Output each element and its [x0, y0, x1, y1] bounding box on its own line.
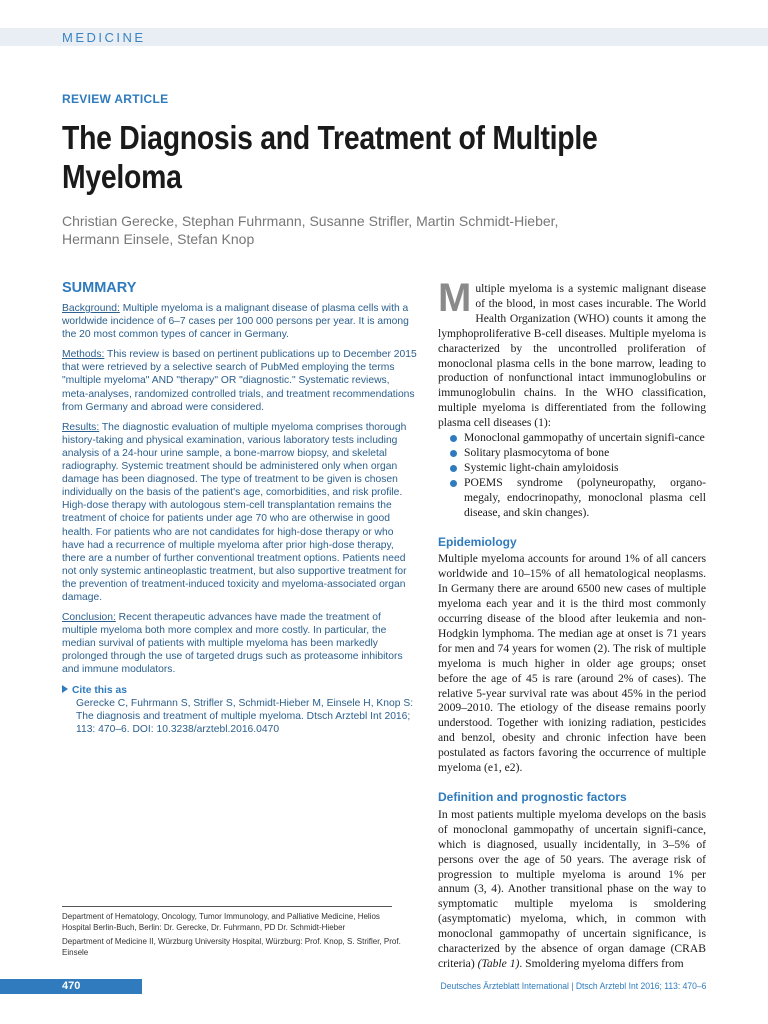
citation-block — [62, 684, 418, 736]
summary-methods — [62, 348, 418, 413]
list-item: Systemic light-chain amyloidosis — [450, 461, 706, 476]
bullet-icon — [450, 435, 457, 442]
methods-label: Methods: — [62, 349, 105, 361]
authors-line-2: Hermann Einsele, Stefan Knop — [62, 231, 255, 247]
table-reference: (Table 1) — [477, 956, 520, 970]
list-item: Monoclonal gammopathy of uncertain signifi-cance — [450, 431, 706, 446]
background-label: Background: — [62, 303, 120, 314]
summary-box — [62, 280, 418, 736]
triangle-right-icon — [62, 685, 68, 693]
author-list — [62, 212, 682, 248]
affiliation-2: Department of Medicine II, Würzburg University Hospital, Würzburg: Prof. Knop, S. Strifler, Prof. Einsele — [62, 937, 401, 957]
results-label: Results: — [62, 421, 100, 433]
definition-heading: Definition and prognostic factors — [438, 790, 627, 804]
section-label: MEDICINE — [62, 30, 146, 45]
summary-results — [62, 421, 418, 604]
affiliation-1: Department of Hematology, Oncology, Tumor Immunology, and Palliative Medicine, Helios Hospital Berlin-Buch, Berlin: Dr. Gerecke, Dr. Fuhrmann, PD Dr. Schmidt-Hieber — [62, 912, 380, 932]
article-title: The Diagnosis and Treatment of Multiple Myeloma — [62, 119, 598, 195]
background-text: Multiple myeloma is a malignant disease of plasma cells with a worldwide incidence of 6–7 cases per 100 000 persons per year. It is among the 20 most common types of cancer in Germany. — [62, 303, 409, 341]
methods-text: This review is based on pertinent publications up to December 2015 that were retrieved by a selective search of PubMed employing the terms "multiple myeloma" AND "therapy" OR "diagnostic." Systematic reviews, meta-analyses, randomized controlled trials, and treatment recommendations from Germany and abroad were considered. — [62, 349, 417, 413]
bullet-icon — [450, 450, 457, 457]
epidemiology-heading: Epidemiology — [438, 534, 517, 549]
citation-heading: Cite this as — [72, 684, 127, 696]
bullet-icon — [450, 465, 457, 472]
conclusion-text: Recent therapeutic advances have made the treatment of multiple myeloma both more complex and more costly. In particular, the median survival of patients with multiple myeloma has been markedly prolonged through the use of targeted drugs such as proteasome inhibitors and immune modulators. — [62, 612, 403, 676]
results-text: The diagnostic evaluation of multiple myeloma comprises thorough history-taking and physical examination, various laboratory tests including analysis of a 24-hour urine sample, a bone-marrow biopsy, and skeletal radiography. Systemic treatment should be administered only when organ damage has been diagnosed. The type of treatment to be given is chosen individually on the basis of the patient's age, comorbidities, and risk profile. High-dose therapy with autologous stem-cell transplantation remains the treatment of choice for patients under age 70 who are otherwise in good health. For patients who are not candidates for high-dose therapy or who have had a recurrence of multiple myeloma after prior high-dose therapy, there are a number of further conventional treatment options. Patients need not only systemic antineoplastic treatment, but also supportive treatment for the prevention of treatment-induced toxicity and myeloma-associated organ damage. — [62, 421, 407, 603]
disease-list — [438, 431, 706, 520]
definition-paragraph: In most patients multiple myeloma develops on the basis of monoclonal gammopathy of uncertain signifi-cance, which is diagnosed, usually incidentally, in 3–5% of persons over the age of 50 years. The average risk of progression to multiple myeloma is around 1% per annum (3, 4). Another transitional phase on the way to symptomatic multiple myeloma is smoldering (asymptomatic) myeloma, which, in common with monoclonal gammopathy of uncertain significance, is characterized by the absence of organ damage (CRAB criteria) (Table 1). Smoldering myeloma differs from — [438, 807, 706, 970]
page-number: 470 — [62, 980, 81, 992]
article-type-label: REVIEW ARTICLE — [62, 92, 169, 106]
drop-cap: M — [438, 276, 472, 320]
summary-conclusion — [62, 611, 418, 676]
bullet-icon — [450, 480, 457, 487]
intro-paragraph — [438, 276, 706, 431]
affiliation-divider — [62, 906, 392, 907]
conclusion-label: Conclusion: — [62, 612, 116, 624]
summary-background — [62, 302, 418, 341]
citation-text: Gerecke C, Fuhrmann S, Strifler S, Schmidt-Hieber M, Einsele H, Knop S: The diagnosis and treatment of multiple myeloma. Dtsch Arztebl Int 2016; 113: 470–6. DOI: 10.3238/arztebl.2016.0470 — [76, 697, 414, 735]
authors-line-1: Christian Gerecke, Stephan Fuhrmann, Susanne Strifler, Martin Schmidt-Hieber, — [62, 213, 559, 229]
journal-citation: Deutsches Ärzteblatt International | Dtsch Arztebl Int 2016; 113: 470–6 — [440, 981, 706, 992]
body-column — [438, 276, 706, 972]
list-item: POEMS syndrome (polyneuropathy, organo-megaly, endocrinopathy, monoclonal plasma cell disease, and skin changes). — [450, 476, 706, 521]
summary-heading: SUMMARY — [62, 280, 137, 296]
affiliations — [62, 912, 402, 962]
epidemiology-paragraph: Multiple myeloma accounts for around 1% of all cancers worldwide and 10–15% of all hematological neoplasms. In Germany there are around 6500 new cases of multiple myeloma each year and it is the third most commonly occurring disease of the blood after leukemia and non-Hodgkin lymphoma. The median age at onset is 71 years for men and 74 years for women (2). The risk of multiple myeloma is much higher in older age groups; onset before the age of 45 is rare (around 2% of cases). The relative 5-year survival rate was about 45% in the period 2009–2010. The etiology of the disease remains poorly understood. Together with ionizing radiation, pesticides and benzol, obesity and chronic infection have been postulated as factors favoring the occurrence of multiple myeloma (e1, e2). — [438, 552, 706, 775]
intro-text: ultiple myeloma is a systemic malignant disease of the blood, in most cases incurable. The World Health Organization (WHO) counts it among the lymphoproliferative B-cell diseases. Multiple myeloma is characterized by the uncontrolled proliferation of monoclonal plasma cells in the bone marrow, leading to production of nonfunctional intact immunoglobulins or immunoglobulin chains. In the WHO classification, multiple myeloma is differentiated from the following plasma cell diseases (1): — [438, 282, 706, 430]
list-item: Solitary plasmocytoma of bone — [450, 446, 706, 461]
